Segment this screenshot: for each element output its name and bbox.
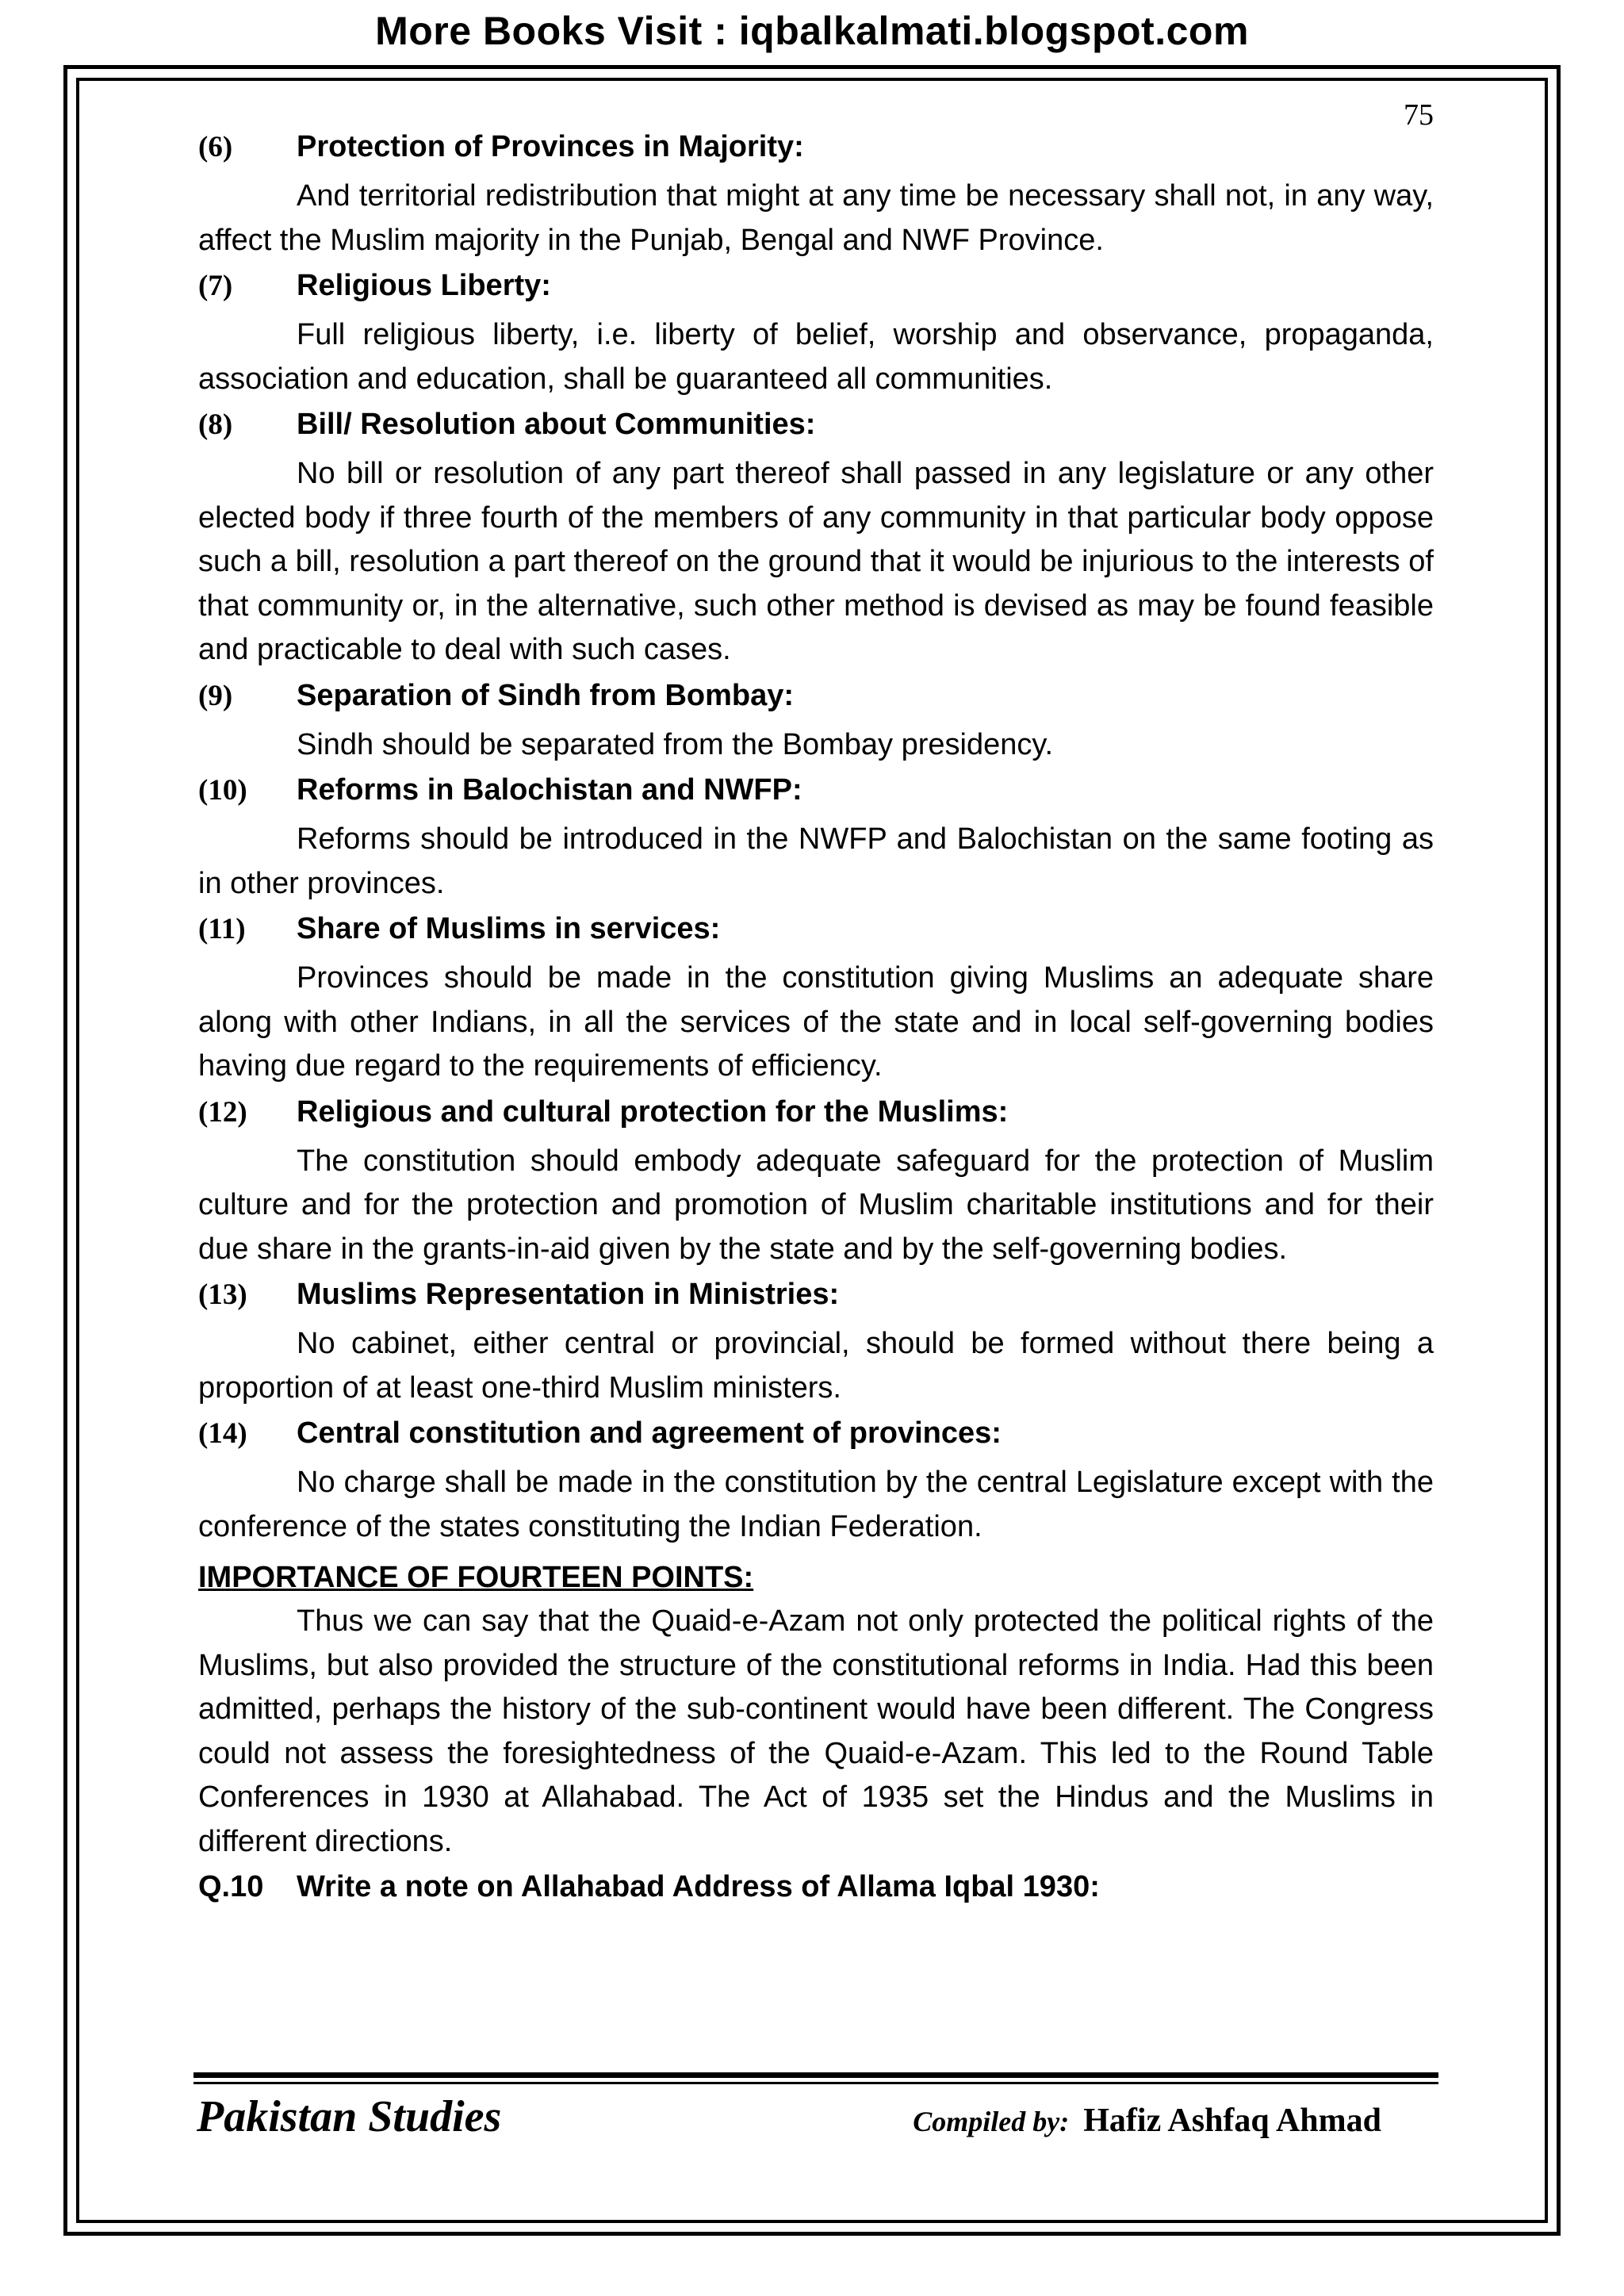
section-title: Central constitution and agreement of provinces: <box>297 1416 1002 1450</box>
section-text: The constitution should embody adequate safeguard for the protection of Muslim culture and for the protection and promotion of Muslim charitable institutions and for their due share in the grants-in-aid given by the state and by the self-governing bodies. <box>198 1144 1434 1266</box>
section-text: Full religious liberty, i.e. liberty of belief, worship and observance, propaganda, association and education, shall be guaranteed all communities. <box>198 318 1434 396</box>
section-text: And territorial redistribution that might at any time be necessary shall not, in any way, affect the Muslim majority in the Punjab, Bengal and NWF Province. <box>198 179 1434 257</box>
section-number: (14) <box>198 1417 247 1450</box>
section-6 <box>198 130 1434 263</box>
question-heading <box>198 1870 1434 1915</box>
section-14 <box>198 1416 1434 1549</box>
footer-author: Hafiz Ashfaq Ahmad <box>1083 2102 1381 2139</box>
section-heading <box>198 1416 1434 1461</box>
section-heading <box>198 679 1434 723</box>
page-content <box>198 130 1434 1915</box>
section-title: Religious Liberty: <box>297 269 551 302</box>
section-text: Sindh should be separated from the Bombay presidency. <box>297 727 1054 761</box>
section-title: Bill/ Resolution about Communities: <box>297 408 816 441</box>
section-9 <box>198 679 1434 768</box>
section-heading <box>198 773 1434 818</box>
section-text: No bill or resolution of any part thereof shall passed in any legislature or any other elected body if three fourth of the members of any community in that particular body oppose such a bill, resolution a part thereof on the ground that it would be injurious to the interests of that community or, in the alternative, such other method is devised as may be found feasible and practicable to deal with such cases. <box>198 457 1434 666</box>
importance-section <box>198 1555 1434 1864</box>
section-title: Religious and cultural protection for the Muslims: <box>297 1094 1009 1129</box>
section-number: (7) <box>198 270 233 302</box>
section-heading <box>198 1278 1434 1322</box>
section-number: (9) <box>198 679 233 712</box>
section-number: (11) <box>198 913 246 945</box>
section-heading <box>198 1095 1434 1140</box>
section-text: Provinces should be made in the constitution giving Muslims an adequate share along with other Indians, in all the services of the state and in local self-governing bodies having due regard to the requirements of efficiency. <box>198 961 1434 1083</box>
footer-credit <box>913 2097 1381 2145</box>
section-title: Share of Muslims in services: <box>297 912 721 945</box>
section-7 <box>198 269 1434 401</box>
section-number: (13) <box>198 1278 247 1311</box>
footer-compiled-label: Compiled by: <box>913 2106 1070 2137</box>
section-11 <box>198 912 1434 1089</box>
section-title: Reforms in Balochistan and NWFP: <box>297 773 802 807</box>
section-heading <box>198 408 1434 452</box>
section-number: (8) <box>198 408 233 441</box>
question-number: Q.10 <box>198 1870 264 1903</box>
section-title: Separation of Sindh from Bombay: <box>297 678 795 712</box>
footer-rule-thick <box>193 2072 1438 2078</box>
page-number: 75 <box>1404 98 1434 132</box>
section-10 <box>198 773 1434 906</box>
section-heading <box>198 912 1434 956</box>
importance-heading: IMPORTANCE OF FOURTEEN POINTS: <box>198 1561 754 1594</box>
section-text: No charge shall be made in the constitution by the central Legislature except with the conference of the states constituting the Indian Federation. <box>198 1466 1434 1543</box>
section-number: (10) <box>198 774 247 807</box>
footer-subject: Pakistan Studies <box>197 2092 502 2141</box>
importance-text: Thus we can say that the Quaid-e-Azam not only protected the political rights of the Muslims, but also provided the structure of the constitutional reforms in India. Had this been admitted, perhaps the history of the sub-continent would have been different. The Congress could not assess the foresightedness of the Quaid-e-Azam. This led to the Round Table Conferences in 1930 at Allahabad. The Act of 1935 set the Hindus and the Muslims in different directions. <box>198 1604 1434 1858</box>
section-12 <box>198 1095 1434 1272</box>
section-13 <box>198 1278 1434 1410</box>
section-heading <box>198 130 1434 174</box>
section-title: Muslims Representation in Ministries: <box>297 1278 840 1311</box>
section-text: Reforms should be introduced in the NWFP and Balochistan on the same footing as in other provinces. <box>198 822 1434 900</box>
question-title: Write a note on Allahabad Address of Allama Iqbal 1930: <box>297 1870 1100 1903</box>
section-heading <box>198 269 1434 313</box>
section-number: (6) <box>198 131 233 163</box>
section-text: No cabinet, either central or provincial, should be formed without there being a proportion of at least one-third Muslim ministers. <box>198 1327 1434 1405</box>
section-title: Protection of Provinces in Majority: <box>297 130 804 163</box>
section-8 <box>198 408 1434 673</box>
section-number: (12) <box>198 1095 247 1129</box>
footer-rule-thin <box>193 2082 1438 2084</box>
site-banner: More Books Visit : iqbalkalmati.blogspot.com <box>375 9 1249 53</box>
